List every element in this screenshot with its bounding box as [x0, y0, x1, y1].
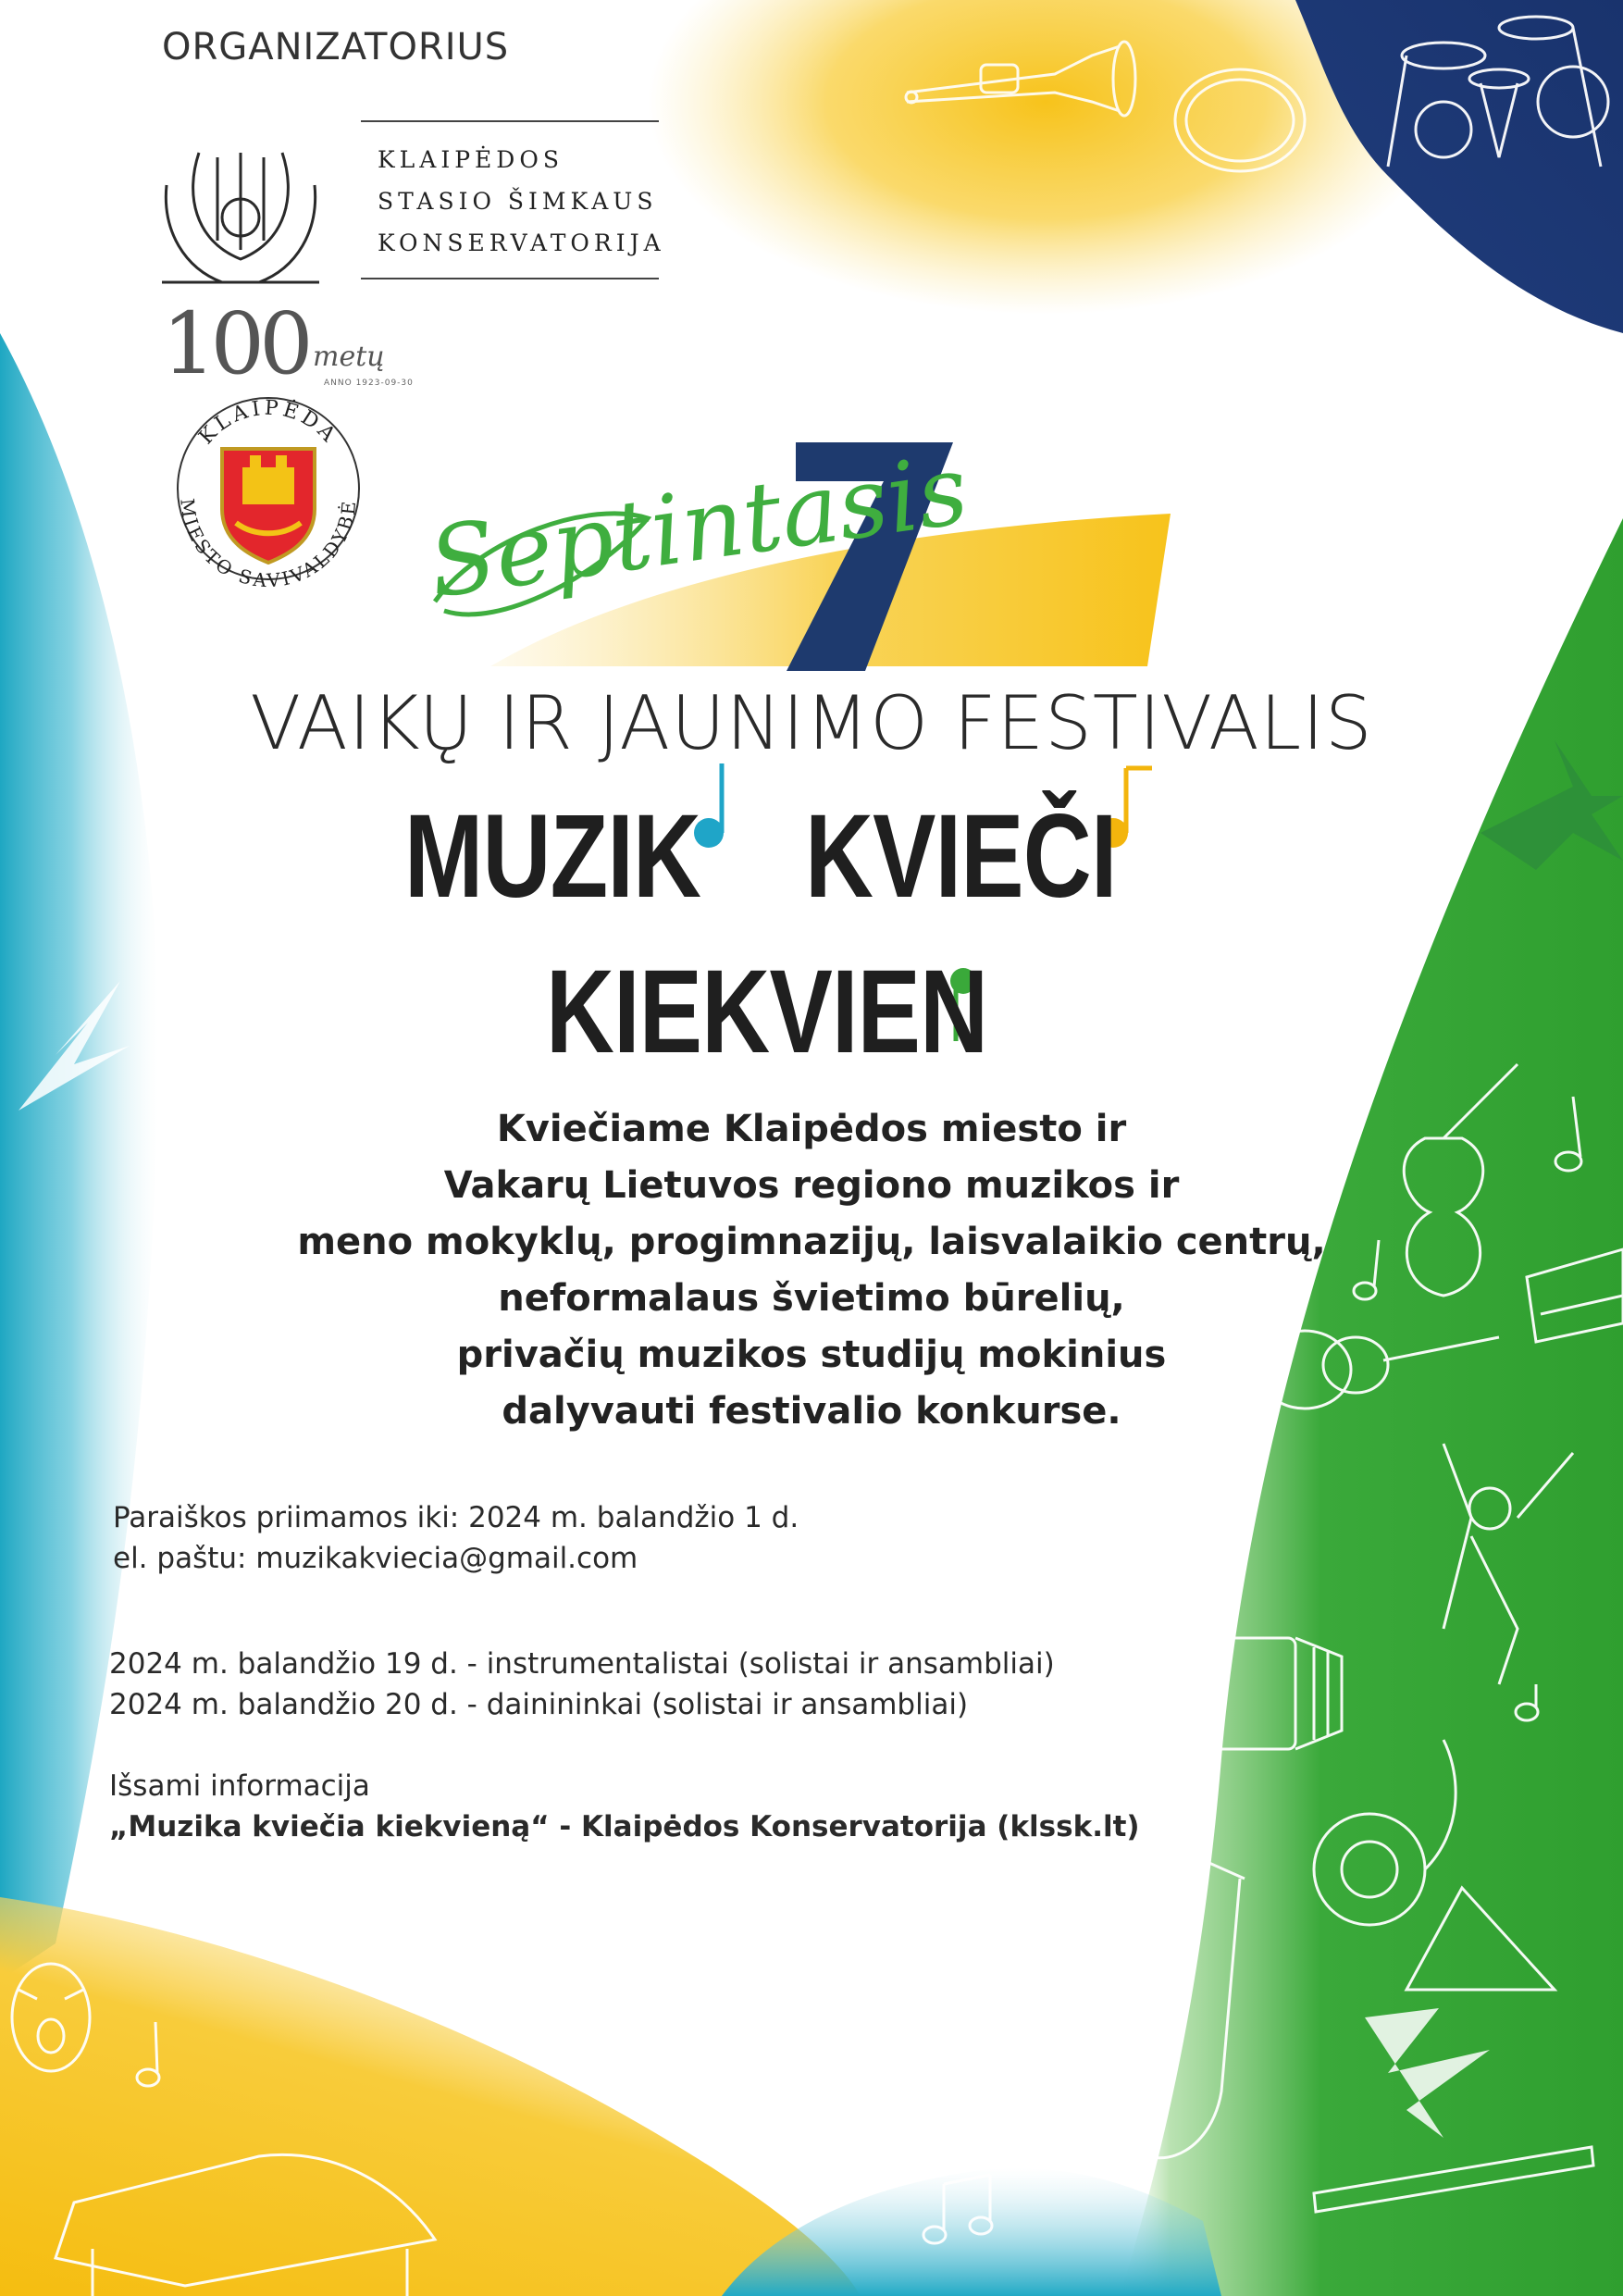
anniversary-word: metų — [313, 341, 385, 373]
conservatory-line-1: KLAIPĖDOS — [378, 146, 564, 173]
title-word-muzika: MUZIK — [404, 790, 701, 923]
conservatory-line-2: STASIO ŠIMKAUS — [378, 188, 658, 215]
invitation-line: Vakarų Lietuvos regiono muzikos ir — [443, 1164, 1180, 1207]
festival-subtitle: VAIKŲ IR JAUNIMO FESTIVALIS — [250, 680, 1373, 766]
invitation-line: dalyvauti festivalio konkurse. — [502, 1390, 1121, 1433]
invitation-line: privačių muzikos studijų mokinius — [456, 1334, 1167, 1376]
municipality-bottom-text: MIESTO SAVIVALDYBĖ — [176, 497, 361, 592]
municipality-top-text: KLAIPĖDA — [194, 396, 342, 450]
schedule-day-1: 2024 m. balandžio 19 d. - instrumentalistai (solistai ir ansambliai) — [109, 1647, 1055, 1681]
invitation-line: neformalaus švietimo būrelių, — [498, 1277, 1125, 1320]
invitation-line: meno mokyklų, progimnazijų, laisvalaikio centrų, — [297, 1221, 1326, 1263]
edition-word: Septintasis — [422, 432, 974, 620]
invitation-text — [0, 1101, 1623, 1440]
application-deadline: Paraiškos priimamos iki: 2024 m. balandžio 1 d. — [113, 1501, 799, 1534]
schedule-day-2: 2024 m. balandžio 20 d. - dainininkai (solistai ir ansambliai) — [109, 1688, 969, 1721]
anniversary-date: ANNO 1923-09-30 — [324, 379, 414, 388]
invitation-line: Kviečiame Klaipėdos miesto ir — [496, 1108, 1127, 1150]
conservatory-line-3: KONSERVATORIJA — [378, 230, 665, 256]
title-word-kviecia: KVIEČI — [805, 790, 1117, 923]
title-word-kiekviena: KIEKVIEN — [546, 946, 988, 1078]
organizer-label: ORGANIZATORIUS — [162, 26, 510, 68]
anniversary-number: 100 — [162, 294, 308, 393]
more-info-label: Išsami informacija — [109, 1769, 370, 1803]
more-info-link[interactable]: „Muzika kviečia kiekvieną“ - Klaipėdos Konservatorija (klssk.lt) — [109, 1810, 1140, 1843]
application-email[interactable]: el. paštu: muzikakviecia@gmail.com — [113, 1542, 638, 1575]
